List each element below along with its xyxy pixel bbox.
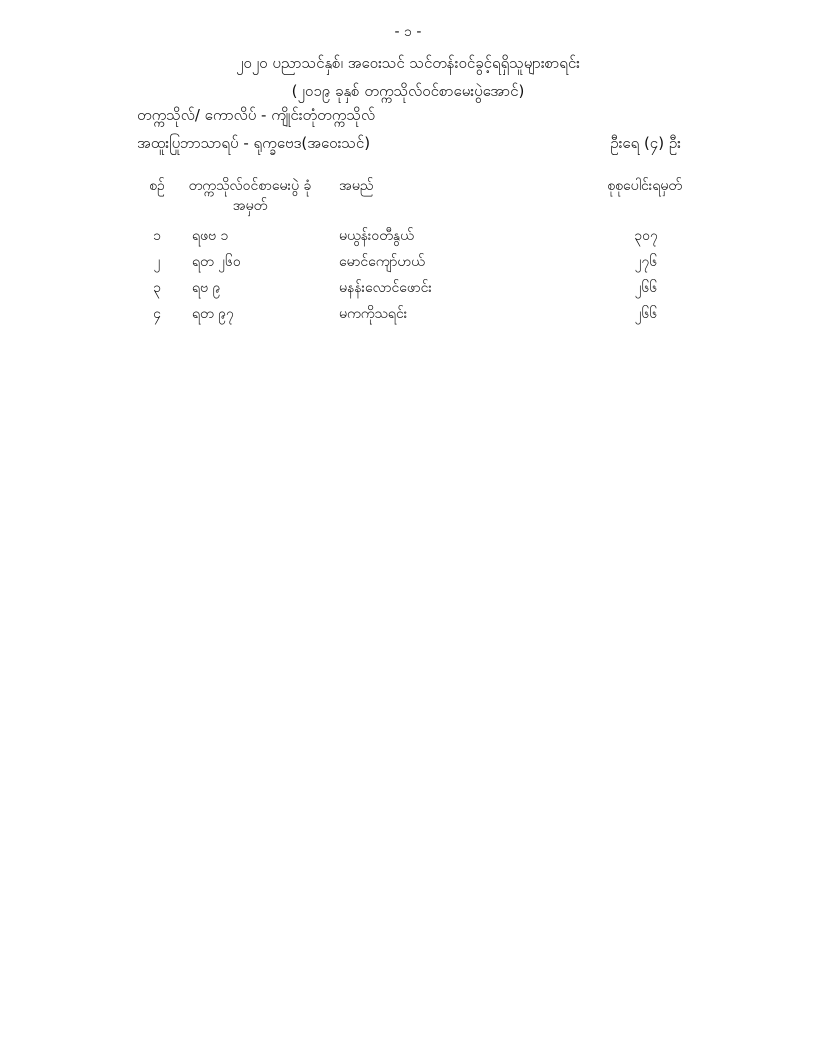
table-row [137,278,682,304]
row-name: မနန်းလောင်ဖောင်း [339,280,432,296]
row-marks: ၂၆၆ [634,280,658,296]
header-roll: တက္ကသိုလ်ဝင်စာမေးပွဲ ခုံအမှတ် [188,178,312,214]
row-no: ၃ [153,280,161,296]
row-roll: ရတ ၂၆၀ [192,254,241,270]
row-no: ၄ [153,306,161,322]
table-header-row [137,176,682,226]
row-roll: ရဖဗ ၁ [192,228,229,244]
page-number: - ၁ - [394,24,422,40]
document-title: ၂၀၂၀ ပညာသင်နှစ်၊ အဝေးသင် သင်တန်းဝင်ခွင့်ရရှိသူများစာရင်း [236,54,580,72]
document-subtitle: (၂၀၁၉ ခုနှစ် တက္ကသိုလ်ဝင်စာမေးပွဲအောင်) [291,82,525,100]
student-count: ဦးရေ (၄) ဦး [610,134,681,152]
university-line: တက္ကသိုလ်/ ကောလိပ် - ကျိုင်းတုံတက္ကသိုလ် [137,106,376,124]
row-marks: ၃၀၇ [634,228,658,244]
row-name: မယွန်းဝတီနွယ် [339,228,414,244]
results-table [137,176,682,330]
row-marks: ၂၇၆ [634,254,658,270]
header-no: စဉ် [149,178,165,194]
header-name: အမည် [339,178,374,194]
row-no: ၂ [153,254,161,270]
major-line: အထူးပြုဘာသာရပ် - ရုက္ခဗေဒ(အဝေးသင်) [137,134,371,152]
table-row [137,304,682,330]
row-name: မောင်ကျော်ဟယ် [339,254,425,270]
row-roll: ရဗ ၉ [192,280,221,296]
table-row [137,252,682,278]
header-marks: စုစုပေါင်းရမှတ် [607,178,682,194]
row-no: ၁ [153,228,161,244]
row-marks: ၂၆၆ [634,306,658,322]
row-name: မကကိုသရင်း [339,306,408,322]
row-roll: ရတ ၉၇ [192,306,234,322]
table-row [137,226,682,252]
